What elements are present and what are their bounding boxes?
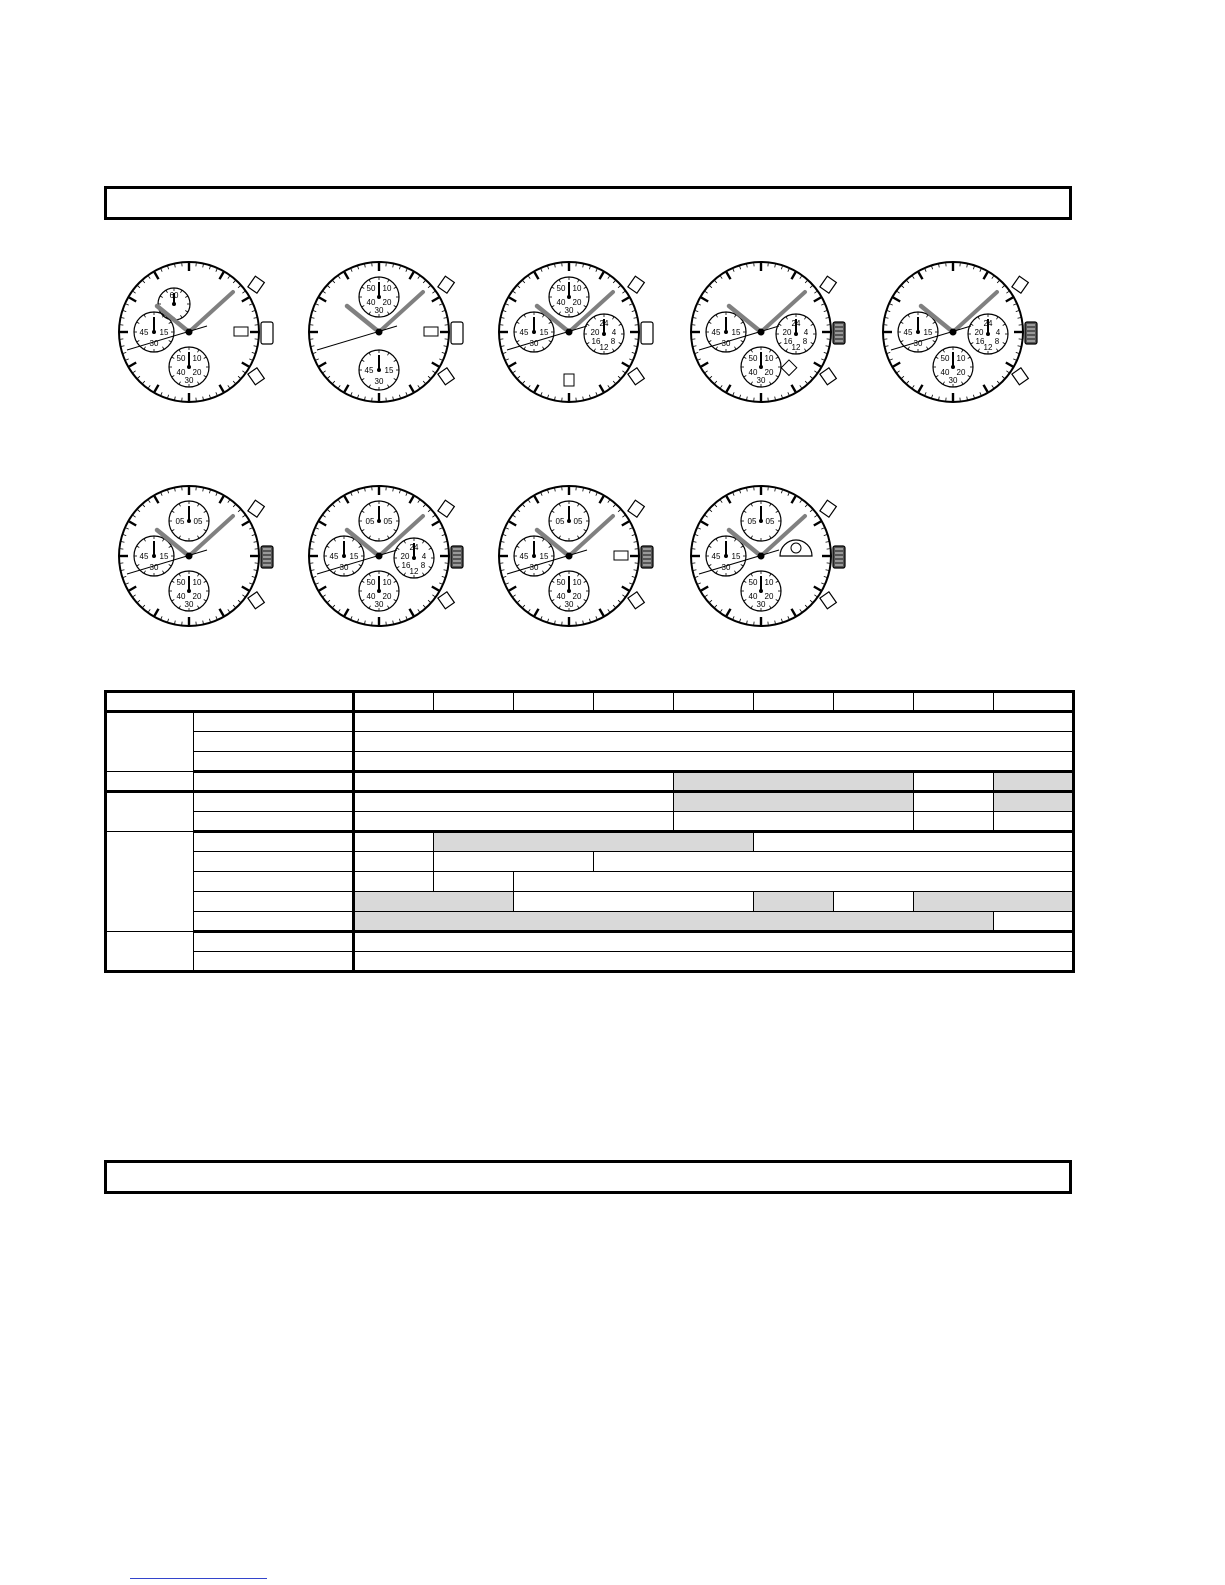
svg-text:20: 20 [572, 592, 582, 601]
date-window [234, 327, 248, 336]
svg-text:12: 12 [409, 567, 419, 576]
svg-text:15: 15 [384, 366, 394, 375]
svg-text:16: 16 [975, 337, 985, 346]
svg-text:40: 40 [366, 298, 376, 307]
svg-text:05: 05 [365, 517, 375, 526]
svg-text:50: 50 [748, 578, 758, 587]
svg-text:8: 8 [802, 337, 808, 346]
svg-text:50: 50 [556, 284, 566, 293]
svg-text:45: 45 [364, 366, 374, 375]
table-row [106, 932, 1074, 952]
svg-text:24: 24 [983, 319, 993, 328]
svg-text:50: 50 [366, 284, 376, 293]
table-row [106, 732, 1074, 752]
svg-text:40: 40 [556, 298, 566, 307]
table-row [106, 872, 1074, 892]
svg-text:10: 10 [192, 578, 202, 587]
svg-text:05: 05 [573, 517, 583, 526]
crown [833, 322, 845, 344]
svg-text:20: 20 [382, 592, 392, 601]
svg-text:10: 10 [764, 354, 774, 363]
section-title-box-2 [104, 1160, 1072, 1194]
table-row [106, 892, 1074, 912]
date-window [614, 551, 628, 560]
crown [1025, 322, 1037, 344]
table-row [106, 952, 1074, 972]
svg-text:30: 30 [721, 563, 731, 572]
svg-text:4: 4 [611, 328, 617, 337]
svg-text:05: 05 [747, 517, 757, 526]
svg-text:05: 05 [175, 517, 185, 526]
svg-text:30: 30 [374, 306, 384, 315]
section-title-box-1 [104, 186, 1072, 220]
svg-text:10: 10 [572, 284, 582, 293]
svg-text:20: 20 [192, 592, 202, 601]
svg-text:30: 30 [149, 563, 159, 572]
table-row [106, 852, 1074, 872]
svg-text:30: 30 [721, 339, 731, 348]
watch-illustration-2 [294, 252, 474, 412]
table-row [106, 832, 1074, 852]
table-row [106, 752, 1074, 772]
svg-text:16: 16 [783, 337, 793, 346]
table-row [106, 912, 1074, 932]
svg-text:50: 50 [940, 354, 950, 363]
table-row [106, 772, 1074, 792]
svg-text:05: 05 [765, 517, 775, 526]
svg-text:10: 10 [572, 578, 582, 587]
minute-subdial [359, 350, 399, 390]
svg-text:50: 50 [176, 354, 186, 363]
watch-illustration-1 [104, 252, 284, 412]
watch-illustration-5 [868, 252, 1048, 412]
table-header-row [106, 692, 1074, 712]
svg-text:20: 20 [764, 368, 774, 377]
svg-text:15: 15 [731, 328, 741, 337]
svg-text:45: 45 [139, 552, 149, 561]
crown [833, 546, 845, 568]
crown [641, 322, 653, 344]
svg-text:4: 4 [803, 328, 809, 337]
date-window [424, 327, 438, 336]
watch-illustration-7 [294, 476, 474, 636]
svg-text:50: 50 [748, 354, 758, 363]
svg-text:15: 15 [349, 552, 359, 561]
svg-text:15: 15 [539, 328, 549, 337]
svg-text:50: 50 [366, 578, 376, 587]
svg-text:10: 10 [192, 354, 202, 363]
svg-text:10: 10 [382, 578, 392, 587]
svg-text:12: 12 [791, 343, 801, 352]
svg-text:30: 30 [756, 376, 766, 385]
svg-text:15: 15 [159, 328, 169, 337]
svg-text:20: 20 [382, 298, 392, 307]
svg-text:30: 30 [184, 600, 194, 609]
table-row [106, 812, 1074, 832]
svg-text:40: 40 [176, 592, 186, 601]
svg-text:40: 40 [556, 592, 566, 601]
svg-text:20: 20 [572, 298, 582, 307]
spec-table [104, 690, 1075, 973]
svg-text:45: 45 [711, 552, 721, 561]
svg-text:50: 50 [556, 578, 566, 587]
svg-text:30: 30 [756, 600, 766, 609]
table-row [106, 792, 1074, 812]
svg-text:30: 30 [529, 339, 539, 348]
svg-text:10: 10 [382, 284, 392, 293]
svg-text:12: 12 [983, 343, 993, 352]
watch-illustration-6 [104, 476, 284, 636]
svg-text:50: 50 [176, 578, 186, 587]
watch-illustration-4 [676, 252, 856, 412]
svg-text:30: 30 [184, 376, 194, 385]
crown [451, 546, 463, 568]
svg-text:40: 40 [748, 368, 758, 377]
crown [641, 546, 653, 568]
svg-text:20: 20 [192, 368, 202, 377]
indicator-window [564, 374, 574, 386]
svg-text:16: 16 [401, 561, 411, 570]
svg-text:40: 40 [748, 592, 758, 601]
footer-link-underline [130, 1578, 267, 1579]
svg-text:4: 4 [995, 328, 1001, 337]
svg-text:45: 45 [329, 552, 339, 561]
svg-text:40: 40 [366, 592, 376, 601]
svg-text:16: 16 [591, 337, 601, 346]
svg-text:30: 30 [374, 377, 384, 386]
svg-text:30: 30 [948, 376, 958, 385]
watch-illustration-9 [676, 476, 856, 636]
svg-text:30: 30 [339, 563, 349, 572]
svg-text:15: 15 [159, 552, 169, 561]
svg-text:15: 15 [923, 328, 933, 337]
svg-text:20: 20 [764, 592, 774, 601]
watch-illustration-8 [484, 476, 664, 636]
svg-text:30: 30 [149, 339, 159, 348]
svg-text:30: 30 [529, 563, 539, 572]
svg-text:24: 24 [409, 543, 419, 552]
svg-text:20: 20 [782, 328, 792, 337]
svg-text:20: 20 [956, 368, 966, 377]
svg-text:20: 20 [590, 328, 600, 337]
svg-text:20: 20 [400, 552, 410, 561]
svg-text:45: 45 [519, 328, 529, 337]
svg-text:45: 45 [519, 552, 529, 561]
svg-text:24: 24 [599, 319, 609, 328]
svg-text:8: 8 [610, 337, 616, 346]
svg-text:05: 05 [383, 517, 393, 526]
svg-text:45: 45 [139, 328, 149, 337]
svg-text:4: 4 [421, 552, 427, 561]
svg-text:40: 40 [940, 368, 950, 377]
svg-text:40: 40 [176, 368, 186, 377]
svg-text:10: 10 [764, 578, 774, 587]
svg-text:30: 30 [913, 339, 923, 348]
crown [451, 322, 463, 344]
crown [261, 546, 273, 568]
crown [261, 322, 273, 344]
svg-text:8: 8 [420, 561, 426, 570]
svg-text:05: 05 [193, 517, 203, 526]
svg-text:12: 12 [599, 343, 609, 352]
svg-text:10: 10 [956, 354, 966, 363]
svg-text:15: 15 [731, 552, 741, 561]
watch-illustration-3 [484, 252, 664, 412]
svg-text:30: 30 [564, 306, 574, 315]
svg-text:20: 20 [974, 328, 984, 337]
svg-text:30: 30 [564, 600, 574, 609]
svg-text:45: 45 [903, 328, 913, 337]
svg-text:15: 15 [539, 552, 549, 561]
table-row [106, 712, 1074, 732]
svg-text:24: 24 [791, 319, 801, 328]
svg-text:05: 05 [555, 517, 565, 526]
svg-text:8: 8 [994, 337, 1000, 346]
svg-text:60: 60 [169, 291, 179, 300]
svg-text:30: 30 [374, 600, 384, 609]
svg-text:45: 45 [711, 328, 721, 337]
